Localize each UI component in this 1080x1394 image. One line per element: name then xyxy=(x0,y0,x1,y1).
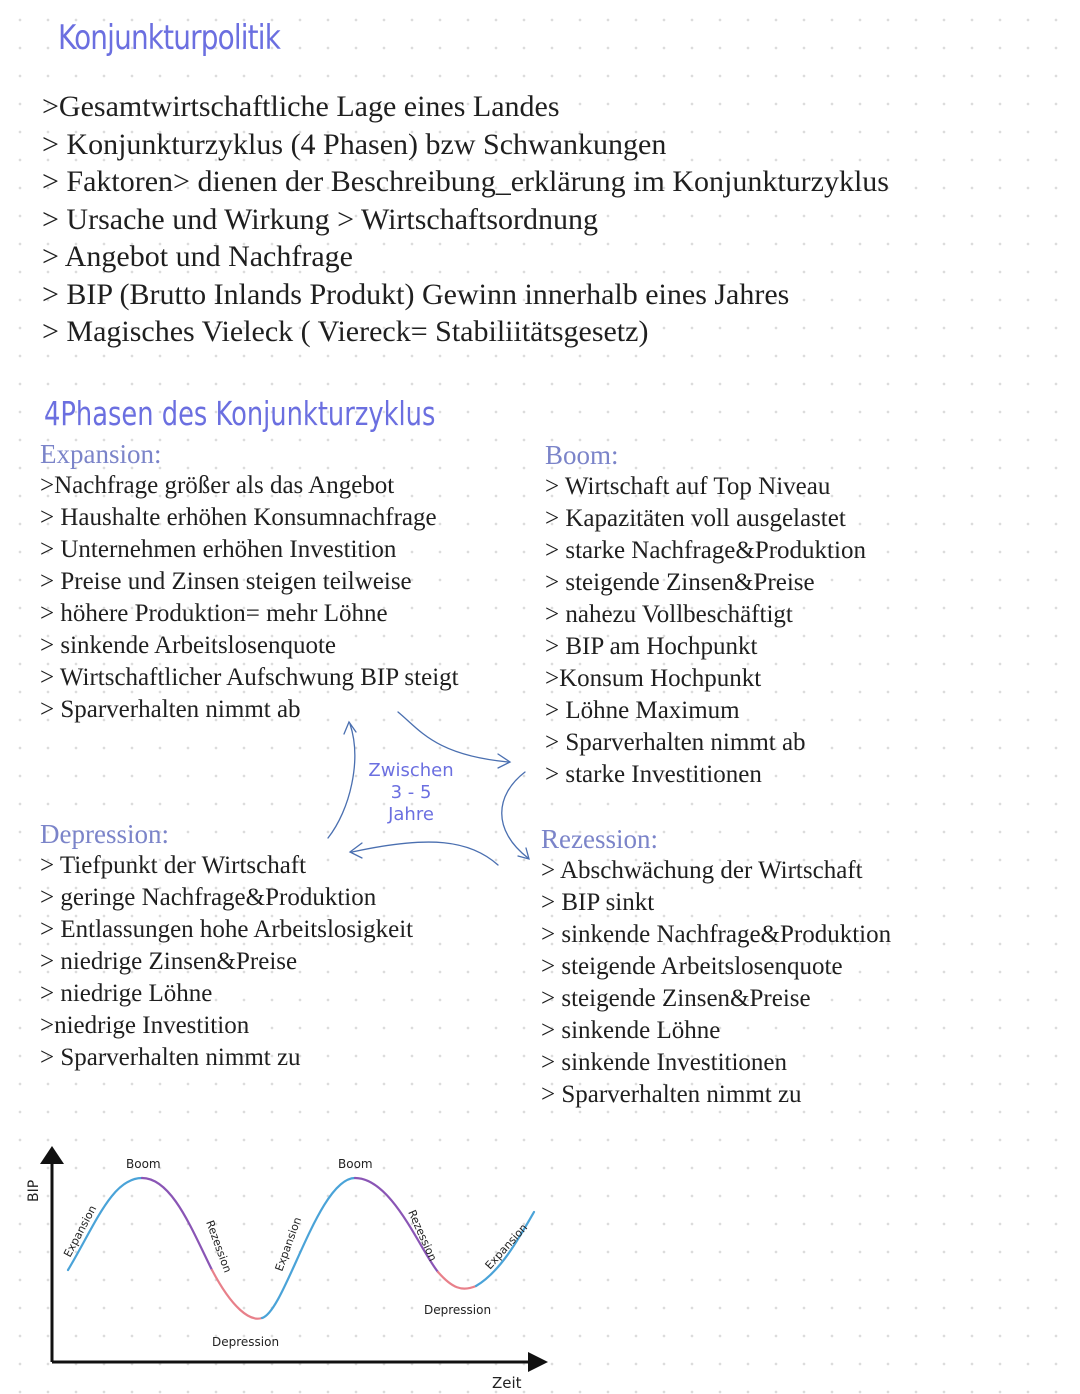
curve-depression xyxy=(212,1270,262,1319)
x-axis-arrowhead xyxy=(528,1352,548,1372)
note-line: 3 - 5 xyxy=(390,782,432,803)
phase-item: > steigende Arbeitslosenquote xyxy=(541,953,843,980)
phase-item: > sinkende Nachfrage&Produktion xyxy=(541,921,892,948)
intro-line: > Angebot und Nachfrage xyxy=(42,240,353,273)
intro-line: > Konjunkturzyklus (4 Phasen) bzw Schwankungen xyxy=(42,127,667,161)
label-rezession: Rezession xyxy=(203,1218,235,1275)
phase-item: > sinkende Löhne xyxy=(541,1017,721,1044)
phase-title: Depression: xyxy=(40,819,169,849)
intro-line: > BIP (Brutto Inlands Produkt) Gewinn innerhalb eines Jahres xyxy=(42,277,790,311)
cycle-arrow xyxy=(328,724,355,838)
section-subtitle: 4Phasen des Konjunkturzyklus xyxy=(44,394,436,433)
phase-item: > geringe Nachfrage&Produktion xyxy=(40,884,377,911)
phase-item: > Löhne Maximum xyxy=(545,697,740,724)
x-axis-label: Zeit xyxy=(492,1374,522,1392)
y-axis-label: BIP xyxy=(26,1179,42,1202)
curve-depression xyxy=(438,1272,476,1289)
phase-item: > Haushalte erhöhen Konsumnachfrage xyxy=(40,504,437,531)
phase-item: > nahezu Vollbeschäftigt xyxy=(545,601,793,628)
phase-item: > Entlassungen hohe Arbeitslosigkeit xyxy=(40,916,414,943)
phase-item: > sinkende Investitionen xyxy=(541,1049,787,1076)
phase-title: Rezession: xyxy=(541,824,658,854)
phase-item: > Kapazitäten voll ausgelastet xyxy=(545,505,846,532)
phase-title: Expansion: xyxy=(40,439,162,469)
phase-item: >Nachfrage größer als das Angebot xyxy=(40,472,395,499)
business-cycle-diagram xyxy=(0,1130,580,1394)
phase-item: > Unternehmen erhöhen Investition xyxy=(40,536,397,563)
phase-item: > Wirtschaft auf Top Niveau xyxy=(545,473,831,500)
intro-line: >Gesamtwirtschaftliche Lage eines Landes xyxy=(42,90,560,123)
intro-line: > Faktoren> dienen der Beschreibung_erklärung im Konjunkturzyklus xyxy=(42,165,889,198)
curve-expansion xyxy=(262,1178,355,1318)
arrowhead xyxy=(344,722,356,734)
phase-item: >Konsum Hochpunkt xyxy=(545,665,762,692)
intro-line: > Ursache und Wirkung > Wirtschaftsordnung xyxy=(42,202,599,236)
label-rezession: Rezession xyxy=(405,1207,440,1264)
y-axis-arrowhead xyxy=(40,1146,64,1164)
phase-item: > Wirtschaftlicher Aufschwung BIP steigt xyxy=(40,664,459,691)
phase-item: > Preise und Zinsen steigen teilweise xyxy=(40,568,412,595)
phase-item: > Sparverhalten nimmt ab xyxy=(545,729,806,756)
phase-item: > Abschwächung der Wirtschaft xyxy=(541,857,863,884)
label-expansion: Expansion xyxy=(272,1215,305,1274)
phase-item: > BIP sinkt xyxy=(541,889,655,916)
phase-item: > BIP am Hochpunkt xyxy=(545,633,758,660)
label-expansion: Expansion xyxy=(482,1221,531,1273)
phase-item: > sinkende Arbeitslosenquote xyxy=(40,632,336,659)
cycle-arrow xyxy=(352,842,498,865)
cycle-duration-note xyxy=(366,760,456,826)
page-title: Konjunkturpolitik xyxy=(58,18,281,58)
label-expansion: Expansion xyxy=(61,1203,100,1260)
curve-rezession xyxy=(142,1178,212,1270)
phase-item: > Sparverhalten nimmt zu xyxy=(541,1081,802,1108)
label-depression: Depression xyxy=(424,1303,492,1317)
phase-item: > steigende Zinsen&Preise xyxy=(545,569,815,596)
phase-item: > starke Investitionen xyxy=(545,761,762,788)
phase-item: > höhere Produktion= mehr Löhne xyxy=(40,600,388,627)
phase-item: > niedrige Löhne xyxy=(40,980,213,1007)
intro-line: > Magisches Vieleck ( Viereck= Stabiliitätsgesetz) xyxy=(42,315,649,348)
phase-rezession xyxy=(541,823,891,1111)
note-line: Zwischen xyxy=(368,760,454,781)
phase-item: > Sparverhalten nimmt ab xyxy=(40,696,301,723)
phase-item: > steigende Zinsen&Preise xyxy=(541,985,811,1012)
phase-item: >niedrige Investition xyxy=(40,1012,250,1039)
phase-expansion xyxy=(40,438,459,726)
cycle-arrow xyxy=(502,772,528,858)
phase-item: > starke Nachfrage&Produktion xyxy=(545,537,866,564)
axes xyxy=(52,1160,530,1362)
phase-item: > Tiefpunkt der Wirtschaft xyxy=(40,852,307,879)
phase-item: > niedrige Zinsen&Preise xyxy=(40,948,298,975)
label-boom: Boom xyxy=(338,1157,373,1171)
phase-boom xyxy=(545,439,866,791)
intro-list xyxy=(42,88,889,351)
phase-item: > Sparverhalten nimmt zu xyxy=(40,1044,301,1071)
label-depression: Depression xyxy=(212,1335,280,1349)
cycle-arrow xyxy=(398,712,508,762)
label-boom: Boom xyxy=(126,1157,161,1171)
phase-title: Boom: xyxy=(545,440,619,470)
note-line: Jahre xyxy=(388,804,434,825)
